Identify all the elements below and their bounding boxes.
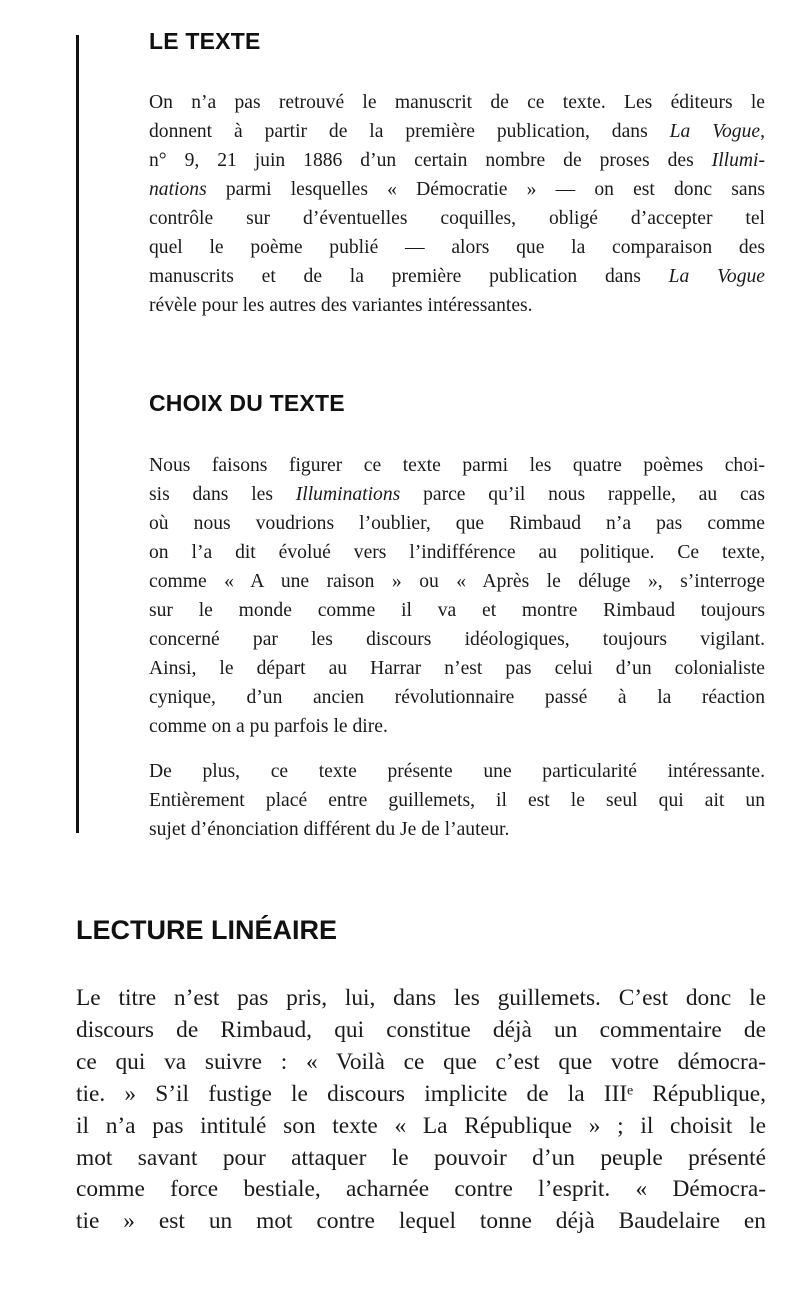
text-line: nations parmi lesquelles « Démocratie » — on est donc sans [149, 179, 765, 200]
text-line: donnent à partir de la première publication, dans La Vogue, [149, 121, 765, 142]
text-line: De plus, ce texte présente une particularité intéressante. [149, 761, 765, 782]
text-line: contrôle sur d’éventuelles coquilles, obligé d’accepter tel [149, 208, 765, 229]
heading-lecture-lineaire: LECTURE LINÉAIRE [76, 915, 338, 945]
heading-choix-du-texte: CHOIX DU TEXTE [149, 390, 345, 416]
text-line: sis dans les Illuminations parce qu’il nous rappelle, au cas [149, 484, 765, 505]
text-line: comme force bestiale, acharnée contre l’esprit. « Démocra- [76, 1176, 766, 1203]
text-line: tie » est un mot contre lequel tonne déjà Baudelaire en [76, 1208, 766, 1235]
text-line: Entièrement placé entre guillemets, il est le seul qui ait un [149, 790, 765, 811]
text-line: sujet d’énonciation différent du Je de l’auteur. [149, 819, 510, 840]
text-line: manuscrits et de la première publication dans La Vogue [149, 266, 765, 287]
text-line: concerné par les discours idéologiques, toujours vigilant. [149, 629, 765, 650]
text-line: Nous faisons figurer ce texte parmi les quatre poèmes choi- [149, 455, 765, 476]
text-line: comme on a pu parfois le dire. [149, 716, 388, 737]
heading-le-texte: LE TEXTE [149, 28, 261, 54]
paragraph-lecture [76, 983, 766, 1238]
text-line: il n’a pas intitulé son texte « La République » ; il choisit le [76, 1112, 766, 1139]
paragraph-choix-2 [149, 757, 765, 844]
text-line: Ainsi, le départ au Harrar n’est pas celui d’un colonialiste [149, 658, 765, 679]
text-line: où nous voudrions l’oublier, que Rimbaud n’a pas comme [149, 513, 765, 534]
text-line: Le titre n’est pas pris, lui, dans les guillemets. C’est donc le [76, 985, 766, 1011]
text-line: sur le monde comme il va et montre Rimbaud toujours [149, 600, 765, 621]
text-line: n° 9, 21 juin 1886 d’un certain nombre de proses des Illumi- [149, 150, 765, 171]
margin-rule [76, 35, 79, 833]
text-line: révèle pour les autres des variantes intéressantes. [149, 295, 533, 316]
text-line: mot savant pour attaquer le pouvoir d’un peuple présenté [76, 1144, 766, 1171]
text-line: ce qui va suivre : « Voilà ce que c’est que votre démocra- [76, 1048, 766, 1075]
text-line: discours de Rimbaud, qui constitue déjà un commentaire de [76, 1016, 766, 1043]
text-line: on l’a dit évolué vers l’indifférence au politique. Ce texte, [149, 542, 765, 563]
paragraph-choix-1 [149, 451, 765, 741]
text-line: cynique, d’un ancien révolutionnaire passé à la réaction [149, 687, 765, 708]
text-line: On n’a pas retrouvé le manuscrit de ce texte. Les éditeurs le [149, 92, 765, 113]
text-line: tie. » S’il fustige le discours implicite de la IIIᵉ République, [76, 1080, 766, 1107]
text-line: quel le poème publié — alors que la comparaison des [149, 237, 765, 258]
text-line: comme « A une raison » ou « Après le déluge », s’interroge [149, 571, 765, 592]
paragraph-le-texte [149, 88, 765, 320]
